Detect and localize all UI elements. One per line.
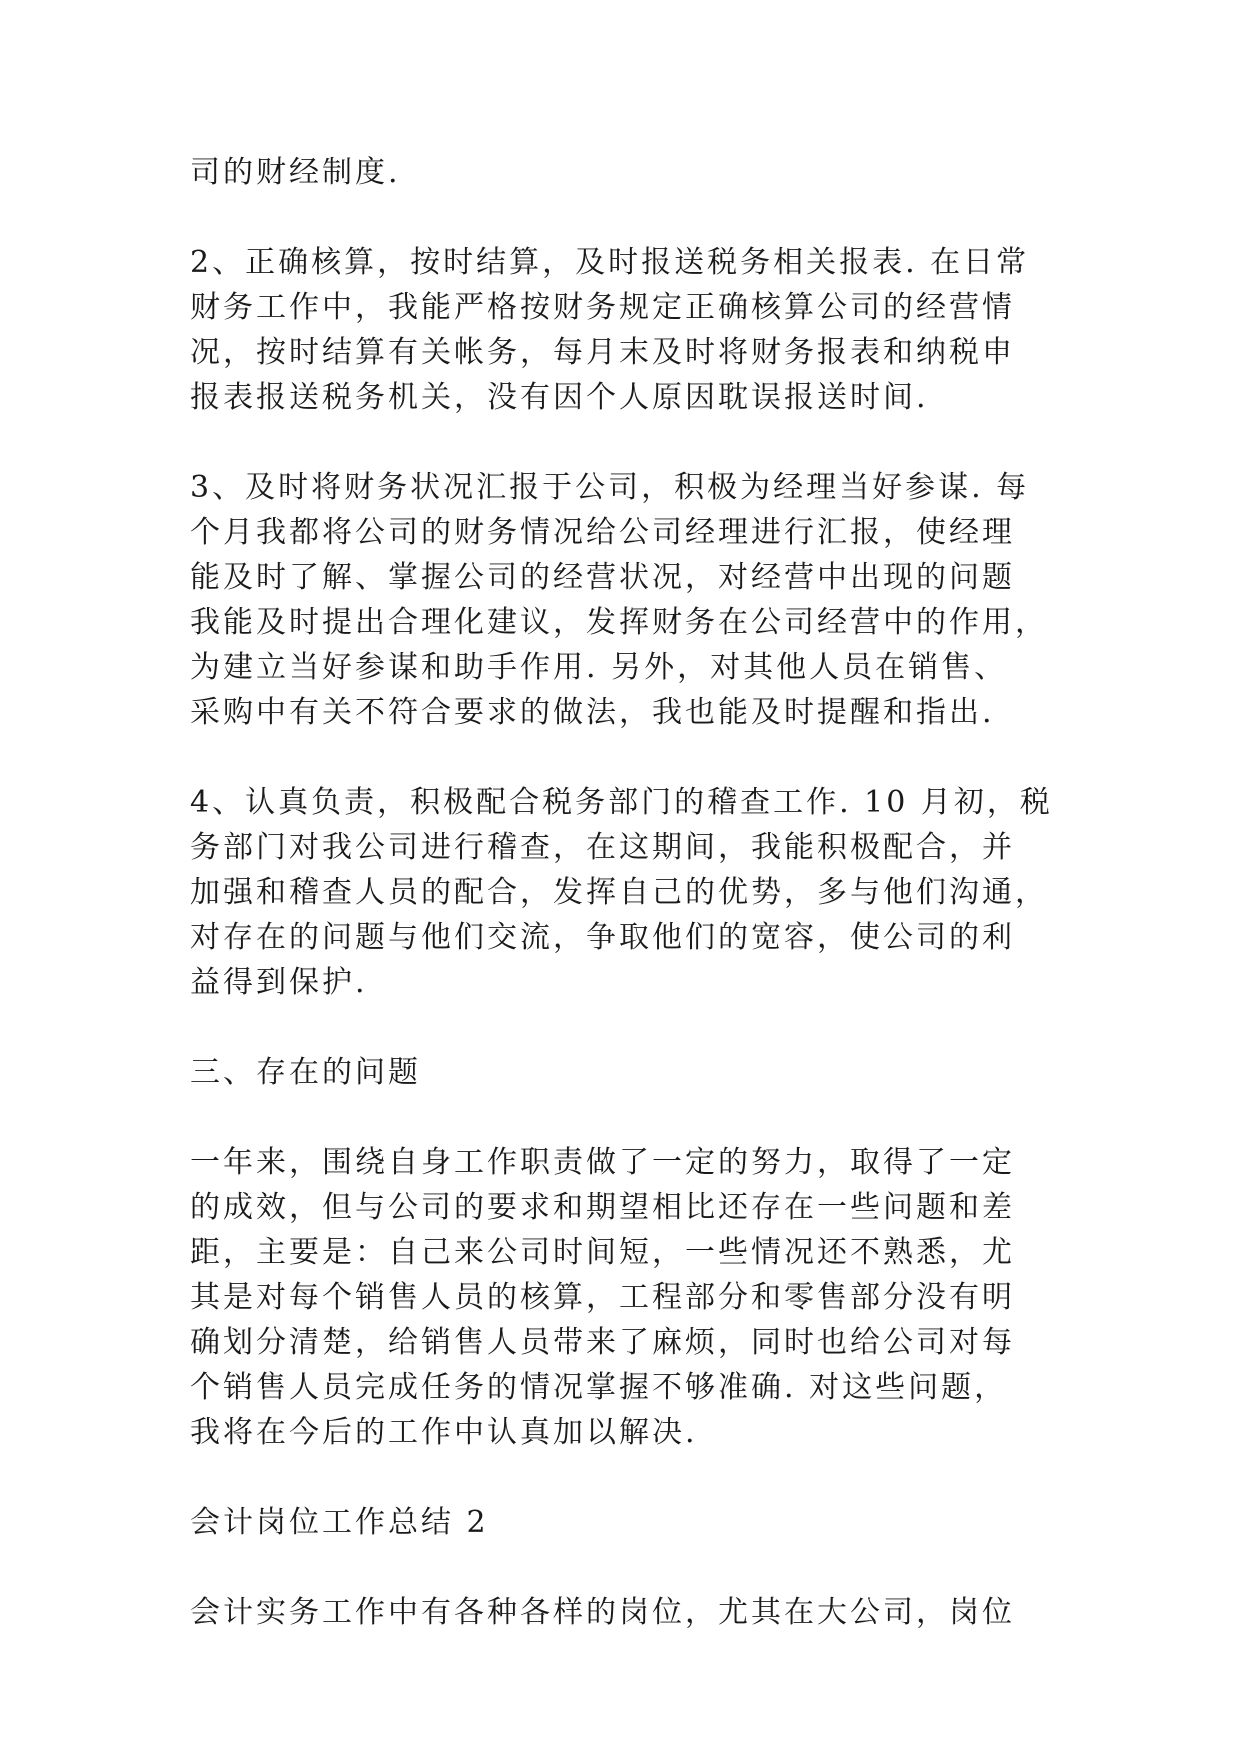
text-line: 我将在今后的工作中认真加以解决. [190, 1415, 698, 1450]
text-line: 距，主要是：自己来公司时间短，一些情况还不熟悉，尤 [190, 1235, 1015, 1270]
heading-text: 会计岗位工作总结 2 [190, 1505, 489, 1540]
text-line: 确划分清楚，给销售人员带来了麻烦，同时也给公司对每 [190, 1325, 1015, 1360]
paragraph-5 [190, 1140, 1070, 1455]
text-line: 司的财经制度. [190, 155, 401, 190]
text-line: 2、正确核算，按时结算，及时报送税务相关报表. 在日常 [190, 245, 1030, 280]
text-line: 4、认真负责，积极配合税务部门的稽查工作. 10 月初，税 [190, 785, 1053, 820]
paragraph-3 [190, 465, 1070, 735]
text-line: 财务工作中，我能严格按财务规定正确核算公司的经营情 [190, 290, 1015, 325]
document-body [190, 150, 1070, 1680]
section-heading-summary-2 [190, 1500, 1070, 1545]
text-line: 3、及时将财务状况汇报于公司，积极为经理当好参谋. 每 [190, 470, 1030, 505]
text-line: 一年来，围绕自身工作职责做了一定的努力，取得了一定 [190, 1145, 1015, 1180]
text-line: 采购中有关不符合要求的做法，我也能及时提醒和指出. [190, 695, 995, 730]
text-line: 的成效，但与公司的要求和期望相比还存在一些问题和差 [190, 1190, 1015, 1225]
paragraph-4 [190, 780, 1070, 1005]
paragraph-2 [190, 240, 1070, 420]
text-line: 况，按时结算有关帐务，每月末及时将财务报表和纳税申 [190, 335, 1015, 370]
text-line: 个销售人员完成任务的情况掌握不够准确. 对这些问题， [190, 1370, 1008, 1405]
text-line: 加强和稽查人员的配合，发挥自己的优势，多与他们沟通， [190, 875, 1048, 910]
text-line: 其是对每个销售人员的核算，工程部分和零售部分没有明 [190, 1280, 1015, 1315]
text-line: 务部门对我公司进行稽查，在这期间，我能积极配合，并 [190, 830, 1015, 865]
paragraph-1 [190, 150, 1070, 195]
text-line: 我能及时提出合理化建议，发挥财务在公司经营中的作用， [190, 605, 1048, 640]
text-line: 个月我都将公司的财务情况给公司经理进行汇报，使经理 [190, 515, 1015, 550]
heading-text: 三、存在的问题 [190, 1055, 421, 1090]
text-line: 会计实务工作中有各种各样的岗位，尤其在大公司，岗位 [190, 1595, 1015, 1630]
paragraph-6 [190, 1590, 1070, 1635]
section-heading-problems [190, 1050, 1070, 1095]
text-line: 能及时了解、掌握公司的经营状况，对经营中出现的问题 [190, 560, 1015, 595]
text-line: 为建立当好参谋和助手作用. 另外，对其他人员在销售、 [190, 650, 1008, 685]
text-line: 对存在的问题与他们交流，争取他们的宽容，使公司的利 [190, 920, 1015, 955]
text-line: 报表报送税务机关，没有因个人原因耽误报送时间. [190, 380, 929, 415]
text-line: 益得到保护. [190, 965, 368, 1000]
